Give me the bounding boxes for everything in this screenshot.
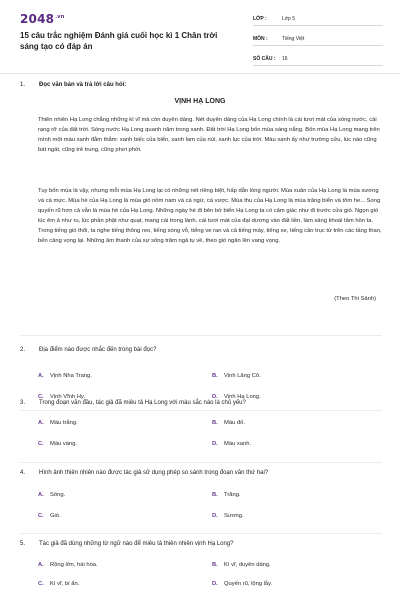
option-text: Vịnh Nha Trang.	[50, 373, 92, 379]
option-text: Màu trắng.	[50, 420, 78, 426]
header-divider	[0, 73, 400, 74]
option-text: Vịnh Hạ Long.	[224, 394, 261, 400]
option-a[interactable]	[38, 562, 98, 568]
document-title: 15 câu trắc nghiệm Đánh giá cuối học kì 1 Chân trời sáng tạo có đáp án	[20, 31, 218, 51]
logo-suffix: .vn	[55, 14, 65, 20]
option-letter: C.	[38, 394, 44, 400]
page-header	[0, 0, 400, 72]
question-text: Tác giả đã dùng những từ ngữ nào để miêu tả thiên nhiên vịnh Hạ Long?	[39, 541, 234, 547]
question-separator	[20, 335, 382, 336]
option-letter: D.	[212, 581, 218, 587]
passage-author: (Theo Thi Sảnh)	[334, 296, 376, 302]
meta-label: LỚP :	[253, 15, 267, 22]
option-letter: D.	[212, 441, 218, 447]
option-letter: B.	[212, 420, 218, 426]
question-text: Hình ảnh thiên nhiên nào được tác giả sử dụng phép so sánh trong đoạn văn thứ hai?	[39, 470, 269, 476]
meta-row-subject	[253, 32, 383, 46]
question-number: 5.	[20, 541, 26, 547]
option-text: Gió.	[50, 513, 61, 519]
passage-title: VỊNH HẠ LONG	[174, 98, 226, 105]
question-text: Đọc văn bản và trả lời câu hỏi:	[39, 82, 127, 88]
option-b[interactable]	[212, 373, 261, 379]
option-text: Màu đỏ.	[224, 420, 245, 426]
question-separator	[20, 410, 382, 411]
document-meta	[253, 12, 383, 72]
option-c[interactable]	[38, 581, 79, 587]
option-text: Vịnh Vĩnh Hy.	[50, 394, 86, 400]
site-logo[interactable]	[20, 12, 65, 26]
question-number: 4.	[20, 470, 26, 476]
option-text: Kì vĩ, duyên dáng.	[224, 562, 271, 568]
passage-paragraph: Tuy bốn mùa là vậy, nhưng mỗi mùa Hạ Long lại có những nét riêng biệt, hấp dẫn lòng người. Mùa xuân của Hạ Long là mùa sương và cá mực. Mùa hè của Hạ Long là mùa gió nồm nam và cá ngừ, cá vược. Mùa thu của Hạ Long là mùa trăng biển và tôm he... Song quyến rũ hơn cả vẫn là mùa hè của Hạ Long. Những ngày hè đi bên bờ biển Hạ Long ta có cảm giác như đi trước cửa gió. Ngọn gió lúc êm ả như ru, lúc phần phật như quạt, mang cái trong lành, cái tươi mát của đại dương vào đất liền, làm sảng khoái tâm hồn ta. Trong tiếng gió thổi, ta nghe tiếng thông reo, tiếng sóng vỗ, tiếng ve ran và cả tiếng máy, tiếng xe, tiếng cần trục từ trên các tầng than, bến cảng vọng lại. Những âm thanh của sự sống trăm ngả tụ về, theo gió ngân lên vang vọng.	[38, 188, 382, 244]
option-text: Trăng.	[224, 492, 241, 498]
option-text: Sóng.	[50, 492, 66, 498]
option-text: Màu vàng.	[50, 441, 78, 447]
meta-row-question-count	[253, 52, 383, 66]
option-letter: A.	[38, 562, 44, 568]
option-text: Kì vĩ, bí ẩn.	[50, 581, 80, 587]
option-letter: D.	[212, 394, 218, 400]
option-a[interactable]	[38, 420, 78, 426]
question-number: 1.	[20, 82, 26, 88]
option-letter: D.	[212, 513, 218, 519]
question-text: Trong đoạn văn đầu, tác giả đã miêu tả Hạ Long với màu sắc nào là chủ yếu?	[39, 400, 246, 406]
question-number: 2.	[20, 347, 26, 353]
question-number: 3.	[20, 400, 26, 406]
meta-row-grade	[253, 12, 383, 26]
meta-value: 16	[282, 55, 288, 62]
option-text: Vịnh Lăng Cô.	[224, 373, 261, 379]
option-c[interactable]	[38, 441, 77, 447]
meta-label: MÔN :	[253, 35, 268, 42]
meta-value: Lớp 5	[282, 15, 296, 22]
option-d[interactable]	[212, 513, 244, 519]
question-separator	[20, 533, 382, 534]
option-c[interactable]	[38, 513, 61, 519]
option-letter: C.	[38, 581, 44, 587]
option-b[interactable]	[212, 492, 241, 498]
option-letter: B.	[212, 562, 218, 568]
option-d[interactable]	[212, 581, 272, 587]
question-text: Địa điểm nào được nhắc đến trong bài đọc?	[39, 347, 157, 353]
option-letter: C.	[38, 513, 44, 519]
option-text: Quyến rũ, lộng lẫy.	[224, 581, 273, 587]
meta-value: Tiếng Việt	[282, 35, 305, 42]
option-b[interactable]	[212, 562, 271, 568]
logo-text: 2048	[20, 12, 55, 26]
option-d[interactable]	[212, 441, 251, 447]
question-separator	[20, 462, 382, 463]
meta-label: SỐ CÂU :	[253, 55, 276, 62]
option-letter: A.	[38, 492, 44, 498]
option-text: Sương.	[224, 513, 244, 519]
option-letter: C.	[38, 441, 44, 447]
option-a[interactable]	[38, 492, 65, 498]
option-letter: B.	[212, 492, 218, 498]
option-text: Rộng lớn, hài hòa.	[50, 562, 98, 568]
option-b[interactable]	[212, 420, 245, 426]
option-text: Màu xanh.	[224, 441, 252, 447]
option-letter: B.	[212, 373, 218, 379]
option-a[interactable]	[38, 373, 92, 379]
passage-paragraph: Thiên nhiên Hạ Long chẳng những kì vĩ mà còn duyên dáng. Nét duyên dáng của Hạ Long chính là cái tươi mát của sóng nước, cái rạng rỡ của đất trời. Sóng nước Hạ Long quanh năm trong xanh. Đất trời Hạ Long bốn mùa sáng nắng. Bốn mùa Hạ Long mang trên mình một màu xanh đằm thắm: xanh biếc của biển, xanh lam của núi, xanh lục của trời. Màu xanh ấy như trường cửu, lúc nào cũng bát ngát, cũng trẻ trung, cũng phơi phới.	[38, 117, 380, 153]
option-letter: A.	[38, 373, 44, 379]
option-letter: A.	[38, 420, 44, 426]
